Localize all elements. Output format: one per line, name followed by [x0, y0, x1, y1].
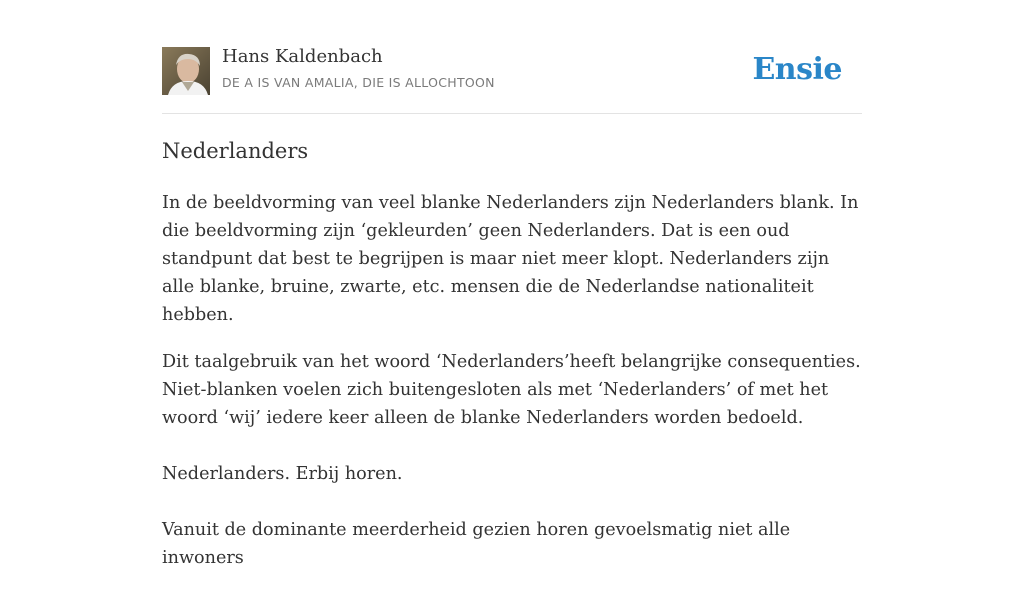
- article-header: [162, 0, 862, 114]
- author-avatar[interactable]: [162, 47, 210, 95]
- article-paragraph: In de beeldvorming van veel blanke Nederlanders zijn Nederlanders blank. In die beeldvorming zijn ‘gekleurden’ geen Nederlanders. Dat is een oud standpunt dat best te begrijpen is maar niet meer klopt. Nederlanders zijn alle blanke, bruine, zwarte, etc. mensen die de Nederlandse nationaliteit hebben.: [162, 193, 859, 325]
- article-paragraph: Nederlanders. Erbij horen.: [162, 464, 403, 484]
- author-photo-icon: [162, 47, 210, 95]
- article-paragraph: Dit taalgebruik van het woord ‘Nederlanders’heeft belangrijke consequenties. Niet-blanken voelen zich buitengesloten als met ‘Nederlanders’ of met het woord ‘wij’ iedere keer alleen de blanke Nederlanders worden bedoeld.: [162, 352, 861, 428]
- ensie-logo-link[interactable]: Ensie: [752, 52, 842, 87]
- author-subtitle: DE A IS VAN AMALIA, DIE IS ALLOCHTOON: [222, 75, 495, 90]
- article-paragraph: Vanuit de dominante meerderheid gezien horen gevoelsmatig niet alle inwoners: [162, 520, 791, 568]
- article-page: [162, 0, 862, 568]
- article-body: [162, 189, 862, 591]
- article-title: Nederlanders: [162, 139, 309, 163]
- author-name[interactable]: Hans Kaldenbach: [222, 46, 383, 67]
